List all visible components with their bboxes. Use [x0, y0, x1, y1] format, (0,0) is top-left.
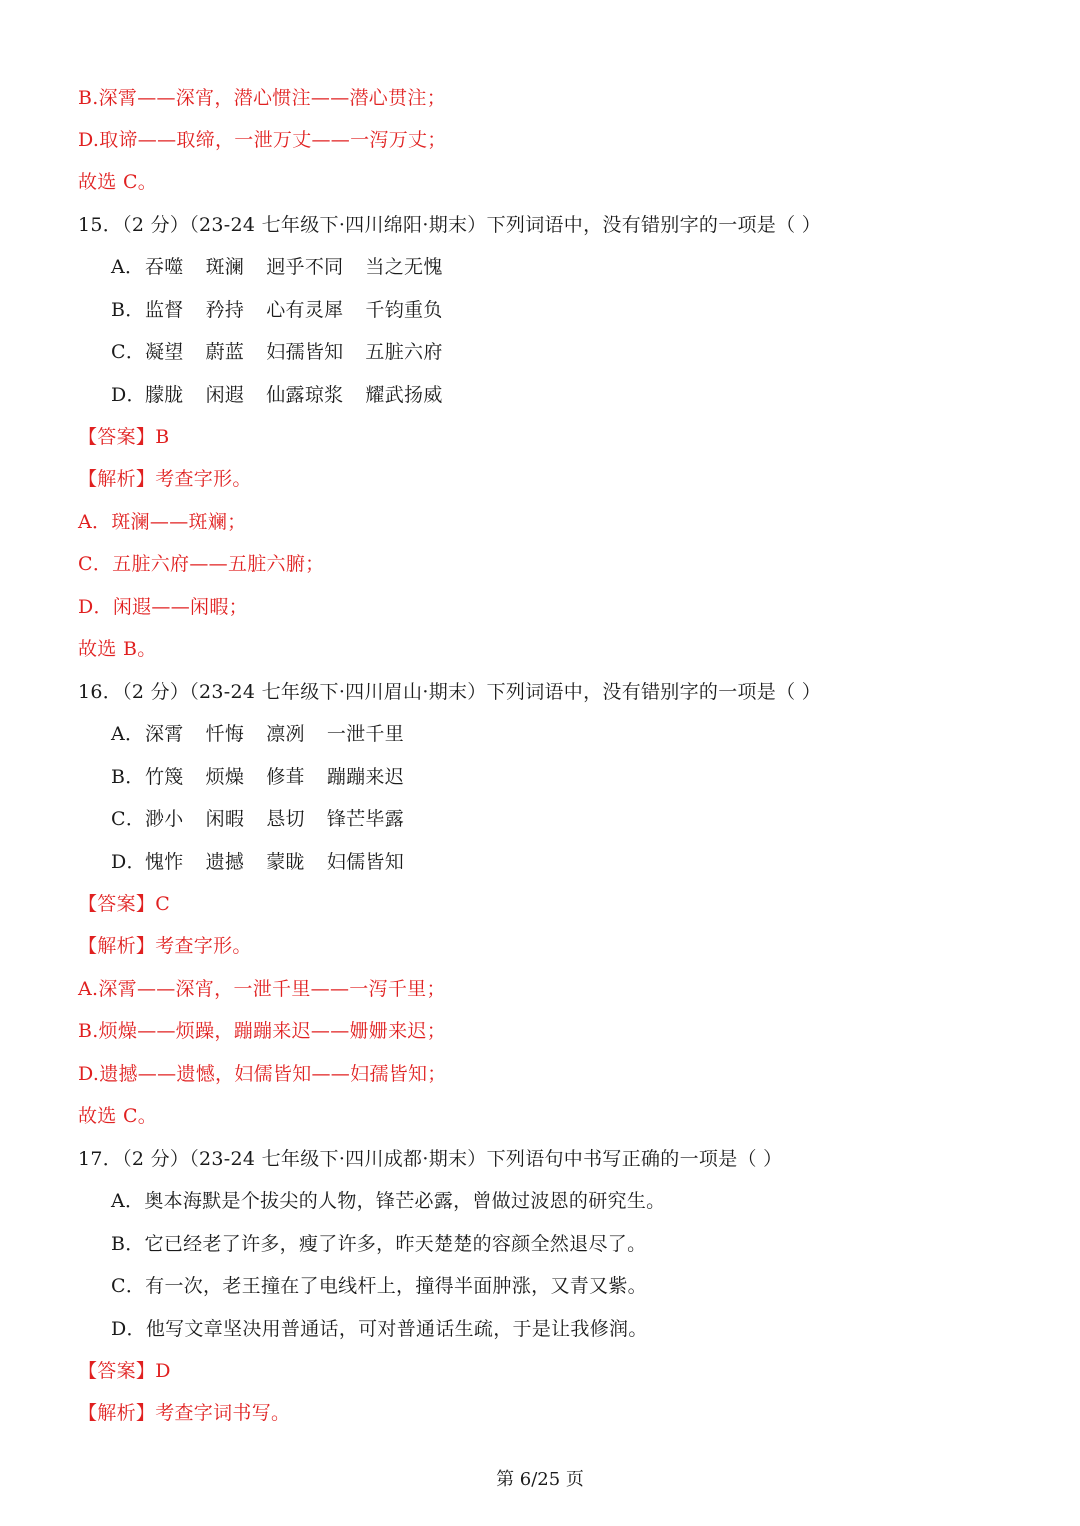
conclusion-line: 故选 C。 — [78, 1105, 158, 1127]
analysis-line: B.深霄——深宵，潜心惯注——潜心贯注； — [78, 87, 447, 109]
question-15-option-a: A．吞噬 斑澜 迥乎不同 当之无愧 — [111, 256, 443, 278]
question-15-option-d: D．朦胧 闲遐 仙露琼浆 耀武扬威 — [111, 384, 443, 406]
question-16-option-b: B．竹篾 烦燥 修葺 蹦蹦来迟 — [111, 766, 405, 788]
question-17-analysis: 【解析】考查字词书写。 — [78, 1402, 291, 1424]
question-16-stem: 16．（2 分）（23-24 七年级下·四川眉山·期末）下列词语中，没有错别字的一项是（ ） — [78, 681, 822, 703]
question-17-option-b: B．它已经老了许多，瘦了许多，昨天楚楚的容颜全然退尽了。 — [111, 1233, 647, 1255]
analysis-line: B.烦燥——烦躁，蹦蹦来迟——姗姗来迟； — [78, 1020, 447, 1042]
question-17-answer: 【答案】D — [78, 1360, 171, 1382]
page-number: 第 6/25 页 — [496, 1469, 584, 1490]
analysis-line: C．五脏六府——五脏六腑； — [78, 553, 325, 575]
question-17-option-a: A．奥本海默是个拔尖的人物，锋芒必露，曾做过波恩的研究生。 — [111, 1190, 666, 1212]
conclusion-line: 故选 B。 — [78, 638, 157, 660]
question-16-option-c: C．渺小 闲暇 恳切 锋芒毕露 — [111, 808, 405, 830]
question-16-answer: 【答案】C — [78, 893, 171, 915]
question-16-option-a: A．深霄 忏悔 凛冽 一泄千里 — [111, 723, 405, 745]
question-16-analysis: 【解析】考查字形。 — [78, 935, 252, 957]
analysis-line: A.深霄——深宵，一泄千里——一泻千里； — [78, 978, 446, 1000]
question-16-option-d: D．愧怍 遗撼 蒙眬 妇儒皆知 — [111, 851, 405, 873]
question-15-stem: 15．（2 分）（23-24 七年级下·四川绵阳·期末）下列词语中，没有错别字的一项是（ ） — [78, 214, 822, 236]
question-17-stem: 17．（2 分）（23-24 七年级下·四川成都·期末）下列语句中书写正确的一项是（ ） — [78, 1148, 783, 1170]
question-15-analysis: 【解析】考查字形。 — [78, 468, 252, 490]
question-17-option-c: C．有一次，老王撞在了电线杆上，撞得半面肿涨，又青又紫。 — [111, 1275, 647, 1297]
analysis-line: D.遗撼——遗憾，妇儒皆知——妇孺皆知； — [78, 1063, 447, 1085]
question-15-option-c: C．凝望 蔚蓝 妇孺皆知 五脏六府 — [111, 341, 443, 363]
question-15-option-b: B．监督 矜持 心有灵犀 千钧重负 — [111, 299, 443, 321]
question-15-answer: 【答案】B — [78, 426, 170, 448]
question-17-option-d: D．他写文章坚决用普通话，可对普通话生疏，于是让我修润。 — [111, 1318, 648, 1340]
analysis-line: D.取谛——取缔，一泄万丈——一泻万丈； — [78, 129, 447, 151]
conclusion-line: 故选 C。 — [78, 171, 158, 193]
analysis-line: A．斑澜——斑斓； — [78, 511, 247, 533]
analysis-line: D．闲遐——闲暇； — [78, 596, 248, 618]
